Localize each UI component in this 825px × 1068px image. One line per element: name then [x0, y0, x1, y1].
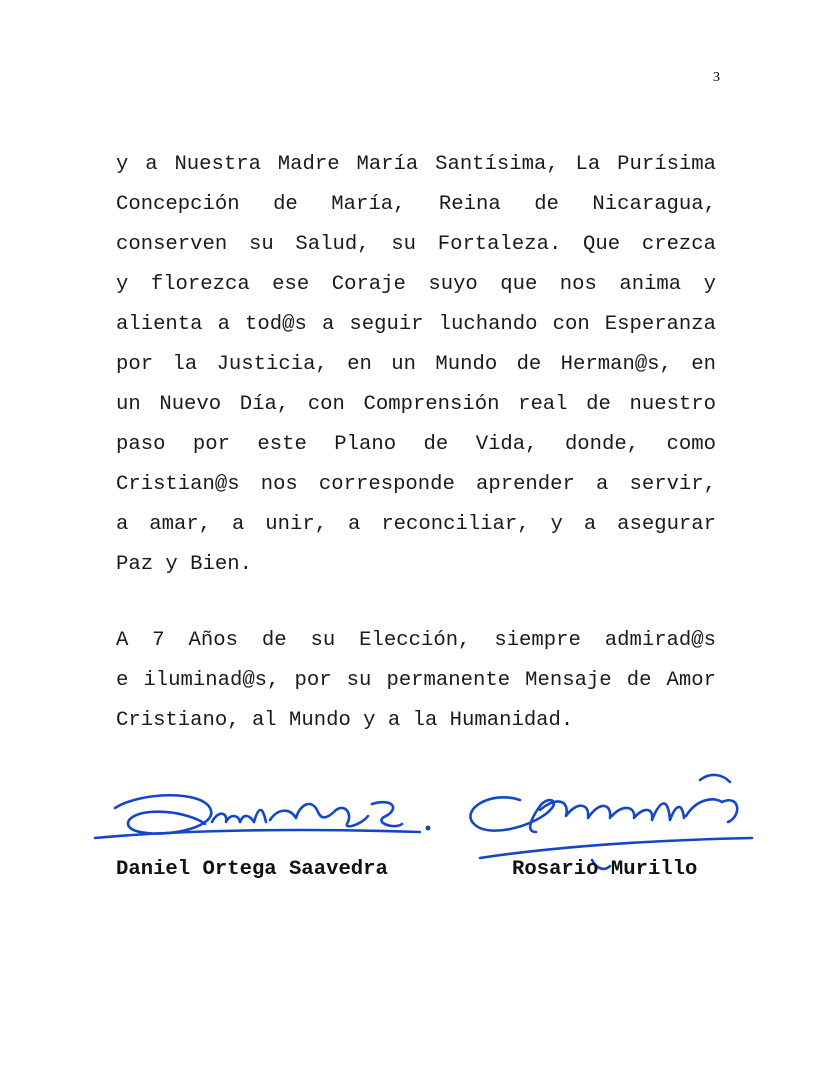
text-line: conserven su Salud, su Fortaleza. Que crezca: [116, 233, 716, 256]
text-line: un Nuevo Día, con Comprensión real de nuestro: [116, 393, 716, 416]
signature-stroke: [612, 803, 684, 820]
signer-name-rosario: Rosario Murillo: [512, 858, 698, 881]
signature-stroke: [270, 804, 368, 826]
text-line: a amar, a unir, a reconciliar, y a asegurar: [116, 513, 716, 536]
signature-stroke: [700, 775, 730, 782]
signature-stroke: [115, 795, 211, 833]
signature-rosario-murillo: [470, 775, 752, 869]
text-line: Cristiano, al Mundo y a la Humanidad.: [116, 709, 574, 732]
signature-stroke: [480, 838, 752, 858]
text-line: paso por este Plano de Vida, donde, como: [116, 433, 716, 456]
paragraph-1: [116, 145, 716, 585]
signature-stroke: [372, 802, 402, 826]
text-line: e iluminad@s, por su permanente Mensaje de Amor: [116, 669, 716, 692]
signature-stroke: [470, 797, 553, 832]
signature-stroke: [212, 810, 266, 822]
text-line: A 7 Años de su Elección, siempre admirad@s: [116, 629, 716, 652]
text-line: Cristian@s nos corresponde aprender a servir,: [116, 473, 716, 496]
text-line: por la Justicia, en un Mundo de Herman@s, en: [116, 353, 716, 376]
signature-stroke: [95, 830, 420, 838]
page-number: 3: [713, 70, 720, 85]
text-line: alienta a tod@s a seguir luchando con Esperanza: [116, 313, 716, 336]
signature-dot: [426, 826, 431, 831]
text-line: y florezca ese Coraje suyo que nos anima y: [116, 273, 716, 296]
text-line: y a Nuestra Madre María Santísima, La Purísima: [116, 153, 716, 176]
paragraph-2: [116, 621, 716, 741]
signature-stroke: [686, 799, 737, 822]
signer-name-daniel: Daniel Ortega Saavedra: [116, 858, 388, 881]
text-line: Paz y Bien.: [116, 553, 252, 576]
text-line: Concepción de María, Reina de Nicaragua,: [116, 193, 716, 216]
signature-daniel-ortega: [95, 795, 431, 838]
